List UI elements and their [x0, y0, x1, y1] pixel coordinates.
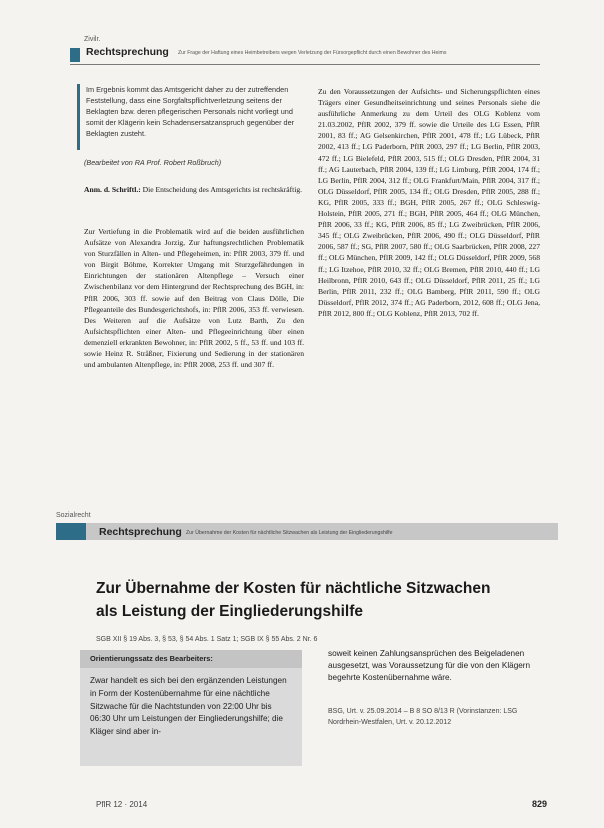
section2-title: Rechtsprechung — [99, 526, 182, 538]
legal-references: SGB XII § 19 Abs. 3, § 53, § 54 Abs. 1 Satz 1; SGB IX § 55 Abs. 2 Nr. 6 — [96, 636, 318, 643]
case-references-paragraph: Zu den Voraussetzungen der Aufsichts- und Sicherungspflichten eines Trägers einer Gesundheitseinrichtung und seines Personals siehe die ausführliche Anmerkung zu dem Urteil des OLG Koblenz vom 21.03.2002, PflR 2002, 379 ff. sowie die Urteile des LG Essen, PflR 2001, 83 ff.; AG Gelsenkirchen, PflR 2001, 478 ff.; LG Lübeck, PflR 2002, 413 ff.; LG Paderborn, PflR 2003, 297 ff.; LG Berlin, PflR 2003, 472 ff.; LG Bielefeld, PflR 2003, 515 ff.; OLG Dresden, PflR 2004, 31 ff.; AG Lauterbach, PflR 2004, 139 ff.; LG Limburg, PflR 2004, 174 ff.; LG Berlin, PflR 2004, 312 ff.; OLG Frankfurt/Main, PflR 2004, 317 ff.; OLG Düsseldorf, PflR 2005, 134 ff.; OLG Dresden, PflR 2005, 288 ff.; KG, PflR 2005, 333 ff.; BGH, PflR 2005, 267 ff.; OLG Schleswig-Holstein, PflR 2005, 271 ff.; BGH, PflR 2005, 464 ff.; OLG München, PflR 2006, 33 ff.; KG, PflR 2006, 85 ff.; LG Zweibrücken, PflR 2006, 345 ff.; OLG Zweibrücken, PflR 2006, 490 ff.; OLG Düsseldorf, PflR 2006, 587 ff.; SG, PflR 2007, 580 ff.; OLG Saarbrücken, PflR 2008, 227 ff.; OLG München, PflR 2009, 142 ff.; OLG Düsseldorf, PflR 2009, 568 ff.; LG Itzehoe, PflR 2010, 32 ff.; OLG Bremen, PflR 2010, 440 ff.; LG Heilbronn, PflR 2010, 643 ff.; OLG Düsseldorf, PflR 2011, 25 ff.; LG Berlin, PflR 2011, 232 ff.; OLG Bamberg, PflR 2011, 590 ff.; OLG Düsseldorf, PflR 2012, 374 ff.; AG Paderborn, 2012, 608 ff.; OLG Jena, PflR 2012, 800 ff.; OLG Koblenz, PflR 2013, 702 ff. — [318, 87, 540, 318]
summary-box-text: Im Ergebnis kommt das Amtsgericht daher zu der zutreffenden Feststellung, dass eine Sorgfaltspflichtverletzung seitens der Beklagten bzw. deren pflegerischen Personals nicht vorliegt und somit der Klägerin kein Schadensersatzanspruch gegenüber der Beklagten zusteht. — [86, 85, 295, 138]
headline-line-1: Zur Übernahme der Kosten für nächtliche Sitzwachen — [96, 580, 491, 597]
section2-subtitle: Zur Übernahme der Kosten für nächtliche Sitzwachen als Leistung der Eingliederungshilfe — [186, 530, 393, 536]
section-label: Zivilr. — [84, 36, 101, 43]
page-number: 829 — [532, 799, 548, 809]
orientation-text: Zwar handelt es sich bei den ergänzenden Leistungen in Form der Kostenübernahme für eine nächtliche Sitzwache für die Nachtstunden von 22:00 Uhr bis 06:30 Uhr um Leistungen der Eingliederungshilfe; die Kläger sind aber in- — [90, 676, 287, 737]
article-headline — [96, 577, 556, 623]
author-note-text: Die Entscheidung des Amtsgerichts ist rechtskräftig. — [140, 185, 303, 194]
journal-issue: PflR 12 · 2014 — [96, 800, 148, 809]
orientation-continuation: soweit keinen Zahlungsansprüchen des Beigeladenen ausgesetzt, was Voraussetzung für die von den Klägern begehrte Kostenübernahme wäre. — [328, 649, 531, 683]
reference-paragraph: Zur Vertiefung in die Problematik wird auf die beiden ausführlichen Aufsätze von Alexandra Jorzig, Zur haftungsrechtlichen Problematik von Sturzfällen in Alten- und Pflegeheimen, in: PflR 2003, 379 ff. und von Birgit Böhme, Korrekter Umgang mit Sturzgefährdungen in Einrichtungen der stationären Altenpflege – Versuch einer Zwischenbilanz vor dem Hintergrund der Rechtsprechung des BGH, in: PflR 2006, 303 ff. sowie auf den Beitrag von Claus Dölle, Die Pflegeanteile des Bundesgerichtshofs, in: PflR 2006, 353 ff. verwiesen. Des Weiteren auf die Aufsätze von Lutz Barth, Zu den Aufsichtspflichten einer Alten- und Pflegeeinrichtung über einen demenziell erkrankten Bewohner, in: PflR 2002, 5 ff., 53 ff. und 103 ff. sowie Heinz R. Stråßner, Fixierung und Sedierung in der stationären und ambulanten Altenpflege, in: PflR 2008, 253 ff. und 307 ff. — [84, 227, 304, 370]
section2-accent-bar — [56, 523, 86, 540]
editor-signature: (Bearbeitet von RA Prof. Robert Roßbruch) — [84, 158, 222, 167]
header-rule — [70, 64, 540, 65]
header-title: Rechtsprechung — [86, 46, 169, 58]
summary-box — [77, 84, 299, 150]
author-note-label: Anm. d. Schriftl.: — [84, 185, 141, 194]
header-accent-bar — [70, 48, 80, 62]
header-subtitle: Zur Frage der Haftung eines Heimbetreibers wegen Verletzung der Fürsorgepflicht durch einen Bewohner des Heims — [178, 50, 447, 56]
headline-line-2: als Leistung der Eingliederungshilfe — [96, 603, 363, 620]
court-citation: BSG, Urt. v. 25.09.2014 – B 8 SO 8/13 R (Vorinstanzen: LSG Nordrhein-Westfalen, Urt. v. 20.12.2012 — [328, 708, 518, 726]
orientation-heading: Orientierungssatz des Bearbeiters: — [90, 654, 213, 663]
author-note — [84, 184, 304, 195]
section2-label: Sozialrecht — [56, 512, 91, 519]
